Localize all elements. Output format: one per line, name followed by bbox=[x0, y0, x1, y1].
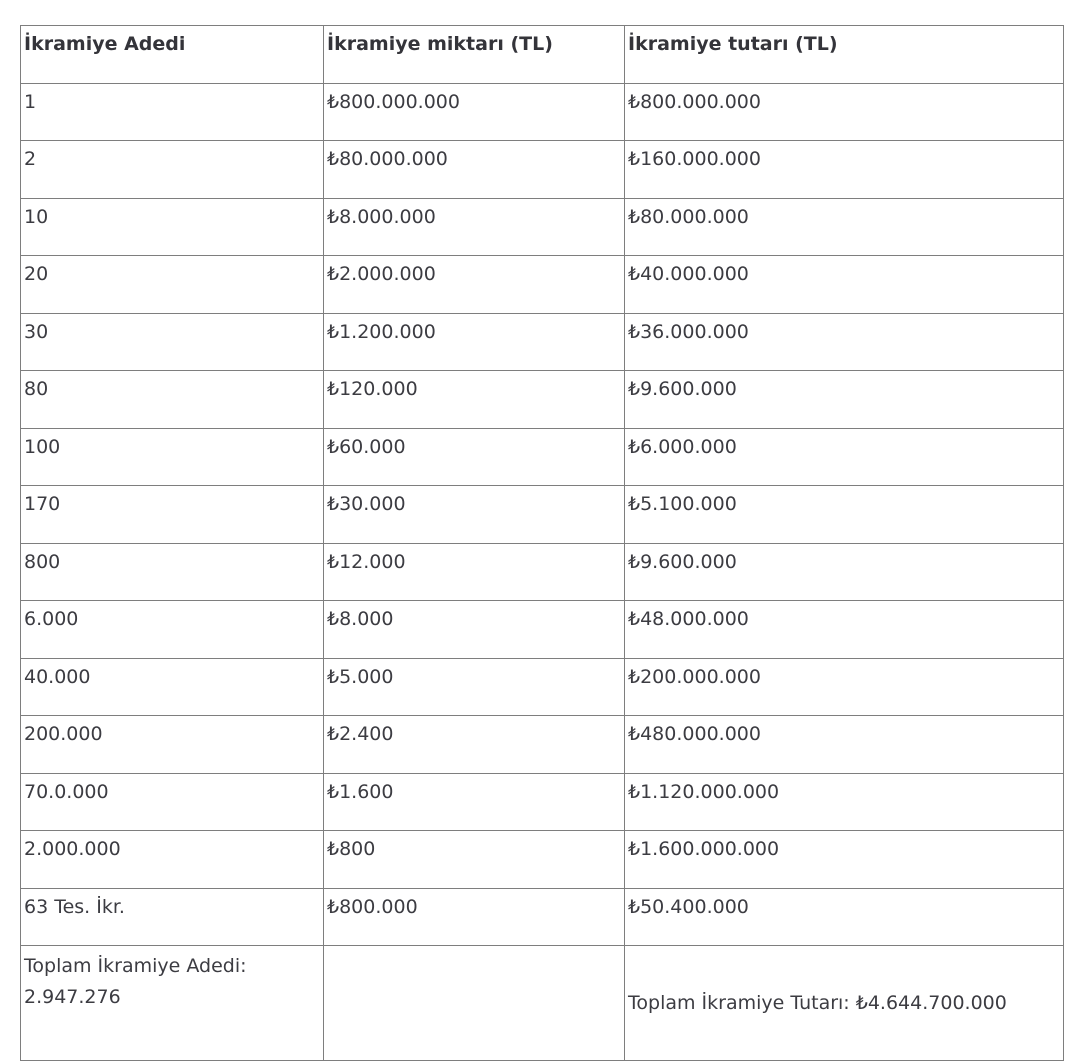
table-cell: ₺2.400 bbox=[324, 716, 625, 774]
table-row bbox=[21, 141, 1064, 199]
table-cell: ₺1.120.000.000 bbox=[625, 773, 1064, 831]
table-row bbox=[21, 256, 1064, 314]
table-cell: ₺800.000 bbox=[324, 888, 625, 946]
table-cell: 80 bbox=[21, 371, 324, 429]
table-cell: ₺6.000.000 bbox=[625, 428, 1064, 486]
table-cell: 2 bbox=[21, 141, 324, 199]
table-cell: ₺36.000.000 bbox=[625, 313, 1064, 371]
table-cell: 2.000.000 bbox=[21, 831, 324, 889]
table-cell: 6.000 bbox=[21, 601, 324, 659]
table-cell: ₺80.000.000 bbox=[324, 141, 625, 199]
column-header-prize-count: İkramiye Adedi bbox=[21, 26, 324, 84]
total-count-value: 2.947.276 bbox=[24, 986, 121, 1009]
table-cell: ₺8.000 bbox=[324, 601, 625, 659]
table-row bbox=[21, 601, 1064, 659]
table-row bbox=[21, 658, 1064, 716]
table-cell: ₺1.600.000.000 bbox=[625, 831, 1064, 889]
table-cell: 63 Tes. İkr. bbox=[21, 888, 324, 946]
table-cell: 100 bbox=[21, 428, 324, 486]
table-cell: ₺48.000.000 bbox=[625, 601, 1064, 659]
table-cell: ₺160.000.000 bbox=[625, 141, 1064, 199]
table-cell: ₺120.000 bbox=[324, 371, 625, 429]
table-row bbox=[21, 83, 1064, 141]
table-cell: ₺5.000 bbox=[324, 658, 625, 716]
column-header-prize-amount: İkramiye miktarı (TL) bbox=[324, 26, 625, 84]
table-cell: 170 bbox=[21, 486, 324, 544]
table-row bbox=[21, 888, 1064, 946]
table-cell: ₺9.600.000 bbox=[625, 371, 1064, 429]
table-row bbox=[21, 198, 1064, 256]
table-row bbox=[21, 716, 1064, 774]
table-cell: ₺1.600 bbox=[324, 773, 625, 831]
table-cell: ₺60.000 bbox=[324, 428, 625, 486]
table-row bbox=[21, 428, 1064, 486]
table-cell: ₺12.000 bbox=[324, 543, 625, 601]
table-body bbox=[21, 83, 1064, 946]
column-header-prize-total: İkramiye tutarı (TL) bbox=[625, 26, 1064, 84]
table-cell: ₺50.400.000 bbox=[625, 888, 1064, 946]
table-cell: ₺8.000.000 bbox=[324, 198, 625, 256]
header-row bbox=[21, 26, 1064, 84]
total-count-cell bbox=[21, 946, 324, 1061]
table-row bbox=[21, 831, 1064, 889]
empty-cell bbox=[324, 946, 625, 1061]
prize-table bbox=[20, 25, 1064, 1061]
table-cell: 30 bbox=[21, 313, 324, 371]
table-cell: ₺800 bbox=[324, 831, 625, 889]
totals-row bbox=[21, 946, 1064, 1061]
total-count-label: Toplam İkramiye Adedi: bbox=[24, 955, 247, 977]
table-cell: 800 bbox=[21, 543, 324, 601]
table-cell: ₺40.000.000 bbox=[625, 256, 1064, 314]
table-cell: 10 bbox=[21, 198, 324, 256]
table-row bbox=[21, 371, 1064, 429]
table-cell: 200.000 bbox=[21, 716, 324, 774]
table-cell: ₺5.100.000 bbox=[625, 486, 1064, 544]
table-cell: ₺2.000.000 bbox=[324, 256, 625, 314]
table-cell: ₺480.000.000 bbox=[625, 716, 1064, 774]
table-cell: 70.0.000 bbox=[21, 773, 324, 831]
table-cell: ₺30.000 bbox=[324, 486, 625, 544]
table-cell: ₺800.000.000 bbox=[625, 83, 1064, 141]
table-cell: 1 bbox=[21, 83, 324, 141]
table-cell: ₺9.600.000 bbox=[625, 543, 1064, 601]
table-row bbox=[21, 543, 1064, 601]
table-cell: 20 bbox=[21, 256, 324, 314]
table-row bbox=[21, 486, 1064, 544]
table-cell: ₺1.200.000 bbox=[324, 313, 625, 371]
table-cell: 40.000 bbox=[21, 658, 324, 716]
table-cell: ₺800.000.000 bbox=[324, 83, 625, 141]
table-row bbox=[21, 313, 1064, 371]
table-cell: ₺200.000.000 bbox=[625, 658, 1064, 716]
total-amount-cell: Toplam İkramiye Tutarı: ₺4.644.700.000 bbox=[625, 946, 1064, 1061]
table-row bbox=[21, 773, 1064, 831]
table-cell: ₺80.000.000 bbox=[625, 198, 1064, 256]
